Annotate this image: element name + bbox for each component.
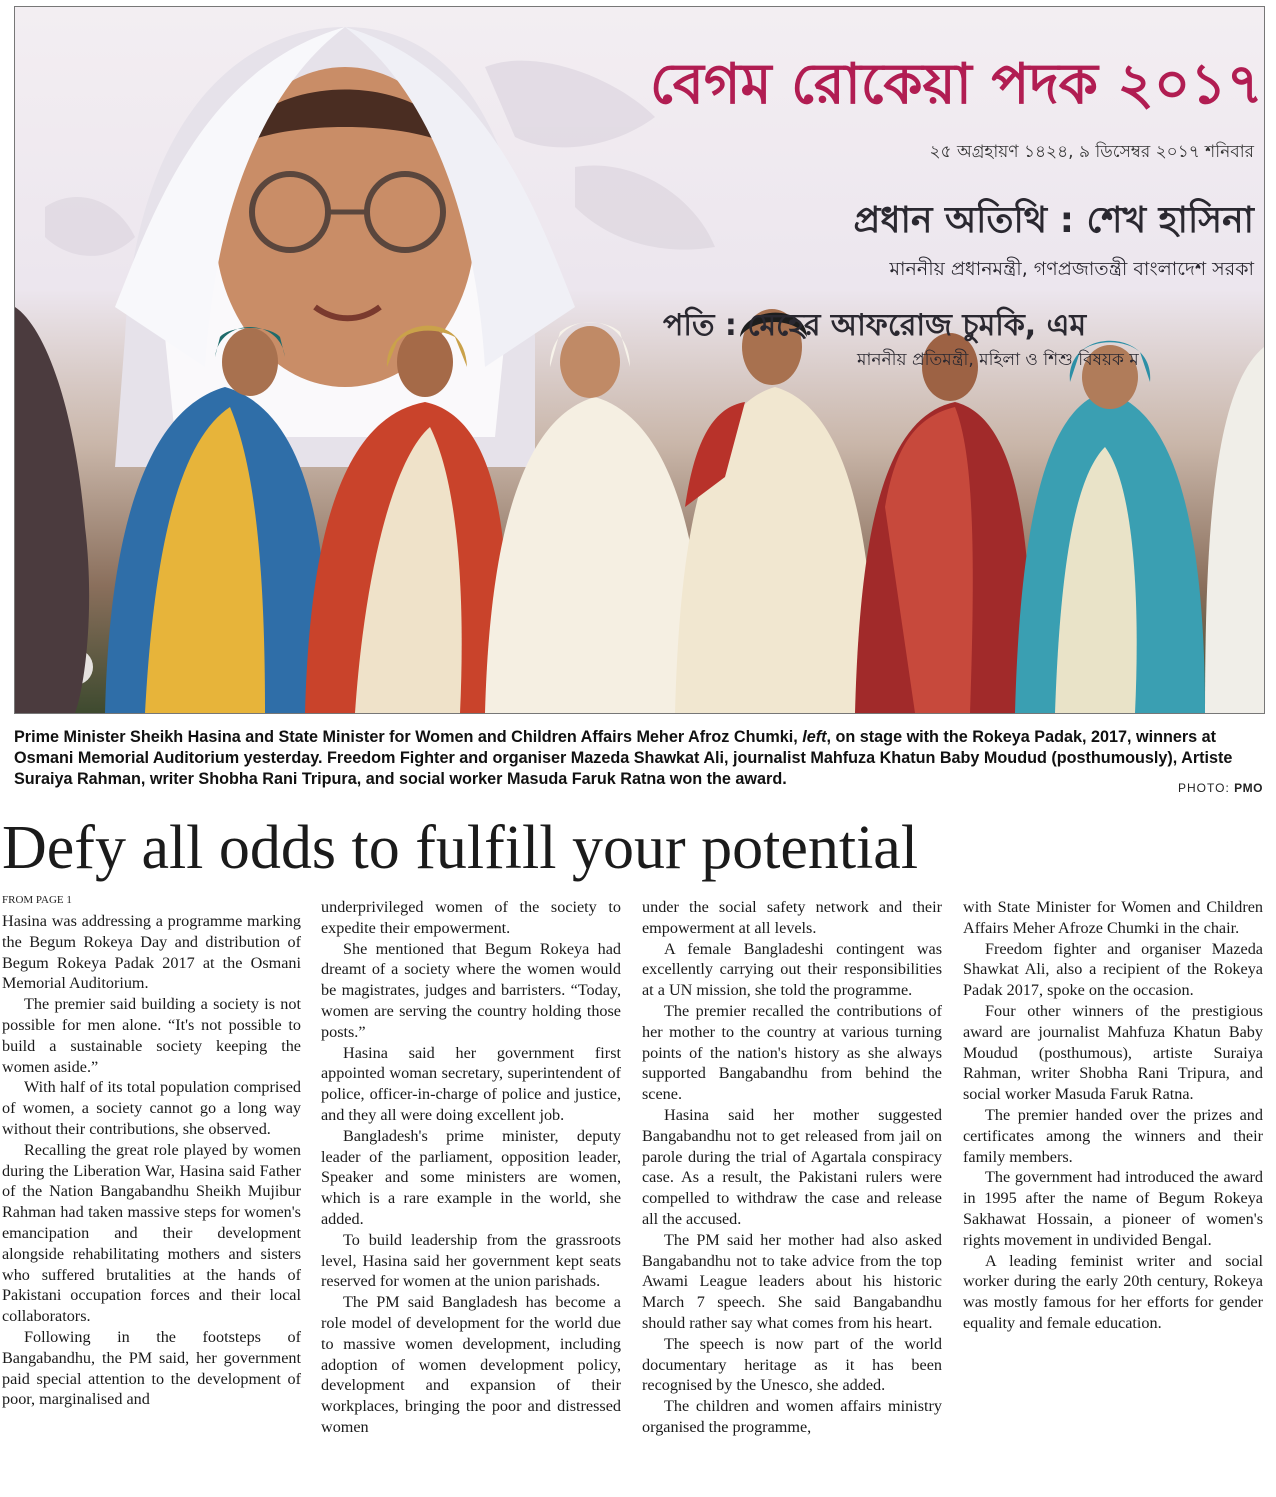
paragraph: The premier handed over the prizes and certificates among the winners and their family members. [963, 1105, 1263, 1166]
photo-caption [14, 727, 1264, 790]
paragraph: with State Minister for Women and Children Affairs Meher Afroze Chumki in the chair. [963, 898, 1263, 937]
paragraph: Freedom fighter and organiser Mazeda Shawkat Ali, also a recipient of the Rokeya Padak 2017, spoke on the occasion. [963, 939, 1263, 1000]
paragraph: With half of its total population comprised of women, a society cannot go a long way without their contributions, she observed. [2, 1078, 301, 1138]
banner-title: বেগম রোকেয়া পদক ২০১৭ [649, 52, 1263, 117]
caption-italic: left [802, 728, 827, 746]
paragraph: The children and women affairs ministry organised the programme, [642, 1397, 942, 1436]
paragraph: Hasina said her mother suggested Bangabandhu not to get released from jail on parole during the trial of Agartala conspiracy case. As a result, the Pakistani rulers were compelled to withdraw the case and release all the accused. [642, 1105, 942, 1228]
paragraph: A leading feminist writer and social worker during the early 20th century, Rokeya was mostly famous for her efforts for gender equality and female education. [963, 1251, 1263, 1332]
photo-credit-source: PMO [1234, 781, 1263, 795]
paragraph: Bangladesh's prime minister, deputy leader of the parliament, opposition leader, Speaker and some ministers are women, which is a rare example in the world, she added. [321, 1126, 621, 1228]
paragraph: The premier said building a society is not possible for men alone. “It's not possible to build a sustainable society keeping the women aside.” [2, 995, 301, 1076]
banner-chief-guest: প্রধান অতিথি : শেখ হাসিনা [853, 200, 1254, 241]
paragraph: She mentioned that Begum Rokeya had dreamt of a society where the women would be magistrates, judges and barristers. “Today, women are serving the country holding those posts.” [321, 939, 621, 1041]
article-column-1 [2, 911, 301, 1410]
paragraph: Hasina was addressing a programme marking the Begum Rokeya Day and distribution of Begum Rokeya Padak 2017 at the Osmani Memorial Auditorium. [2, 912, 301, 993]
paragraph: The government had introduced the award in 1995 after the name of Begum Rokeya Sakhawat Hossain, a pioneer of women's rights movement in undivided Bengal. [963, 1168, 1263, 1249]
caption-text-end: , on stage with the Rokeya Padak, 2017, winners at Osmani Memorial Auditorium yesterday. Freedom Fighter and organiser Mazeda Shawkat Ali, journalist Mahfuza Khatun Baby Moudud (posthumously), Artiste Suraiya Rahman, writer Shobha Rani Tripura, and social worker Masuda Faruk Ratna won the award. [14, 728, 1233, 788]
paragraph: Hasina said her government first appointed woman secretary, superintendent of police, officer-in-charge of police and justice, and they all were doing excellent job. [321, 1043, 621, 1124]
banner-date: ২৫ অগ্রহায়ণ ১৪২৪, ৯ ডিসেম্বর ২০১৭ শনিবার [929, 142, 1254, 162]
paragraph: Following in the footsteps of Bangabandhu, the PM said, her government paid special attention to the development of poor, marginalised and [2, 1327, 301, 1409]
banner-chair-role: মাননীয় প্রতিমন্ত্রী, মহিলা ও শিশু বিষয়ক ম [857, 350, 1139, 370]
paragraph: The premier recalled the contributions of her mother to the country at various turning points of the nation's history as she always supported Bangabandhu from behind the scene. [642, 1001, 942, 1104]
paragraph: Four other winners of the prestigious award are journalist Mahfuza Khatun Baby Moudud (posthumous), artiste Suraiya Rahman, writer Shobha Rani Tripura, and social worker Masuda Faruk Ratna. [963, 1001, 1263, 1104]
banner-chief-guest-role: মাননীয় প্রধানমন্ত্রী, গণপ্রজাতন্ত্রী বাংলাদেশ সরকা [889, 258, 1254, 280]
paragraph: A female Bangladeshi contingent was excellently carrying out their responsibilities at a UN mission, she told the programme. [642, 939, 942, 1000]
paragraph: Recalling the great role played by women during the Liberation War, Hasina said Father of the Nation Bangabandhu Sheikh Mujibur Rahman had taken massive steps for women's emancipation and their development alongside rehabilitating mothers and sisters who suffered brutalities at the hands of Pakistani occupation forces and their local collaborators. [2, 1140, 301, 1326]
paragraph: underprivileged women of the society to expedite their empowerment. [321, 898, 621, 937]
article-column-2 [321, 897, 621, 1438]
paragraph: The PM said Bangladesh has become a role model of development for the world due to massive women development, including adoption of women development policy, development and expansion of their workplaces, bringing the poor and distressed women [321, 1293, 621, 1436]
article-column-3 [642, 897, 942, 1438]
paragraph: The PM said her mother had also asked Bangabandhu not to take advice from the top Awami League leaders about his historic March 7 speech. She said Bangabandhu should rather say what comes from his heart. [642, 1230, 942, 1332]
article-column-4 [963, 897, 1263, 1334]
article-headline: Defy all odds to fulfill your potential [2, 814, 919, 882]
paragraph: To build leadership from the grassroots level, Hasina said her government kept seats reserved for women at the union parishads. [321, 1230, 621, 1291]
paragraph: The speech is now part of the world documentary heritage as it has been recognised by the Unesco, she added. [642, 1334, 942, 1395]
photo-credit-label: PHOTO: [1178, 781, 1230, 795]
photo-credit [1178, 781, 1263, 795]
banner-chair: পতি : মেহের আফরোজ চুমকি, এম [663, 308, 1087, 343]
paragraph: under the social safety network and their empowerment at all levels. [642, 898, 942, 937]
caption-text-start: Prime Minister Sheikh Hasina and State Minister for Women and Children Affairs Meher Afroz Chumki, [14, 728, 803, 746]
article-kicker: FROM PAGE 1 [2, 894, 72, 906]
news-photo [14, 6, 1265, 714]
